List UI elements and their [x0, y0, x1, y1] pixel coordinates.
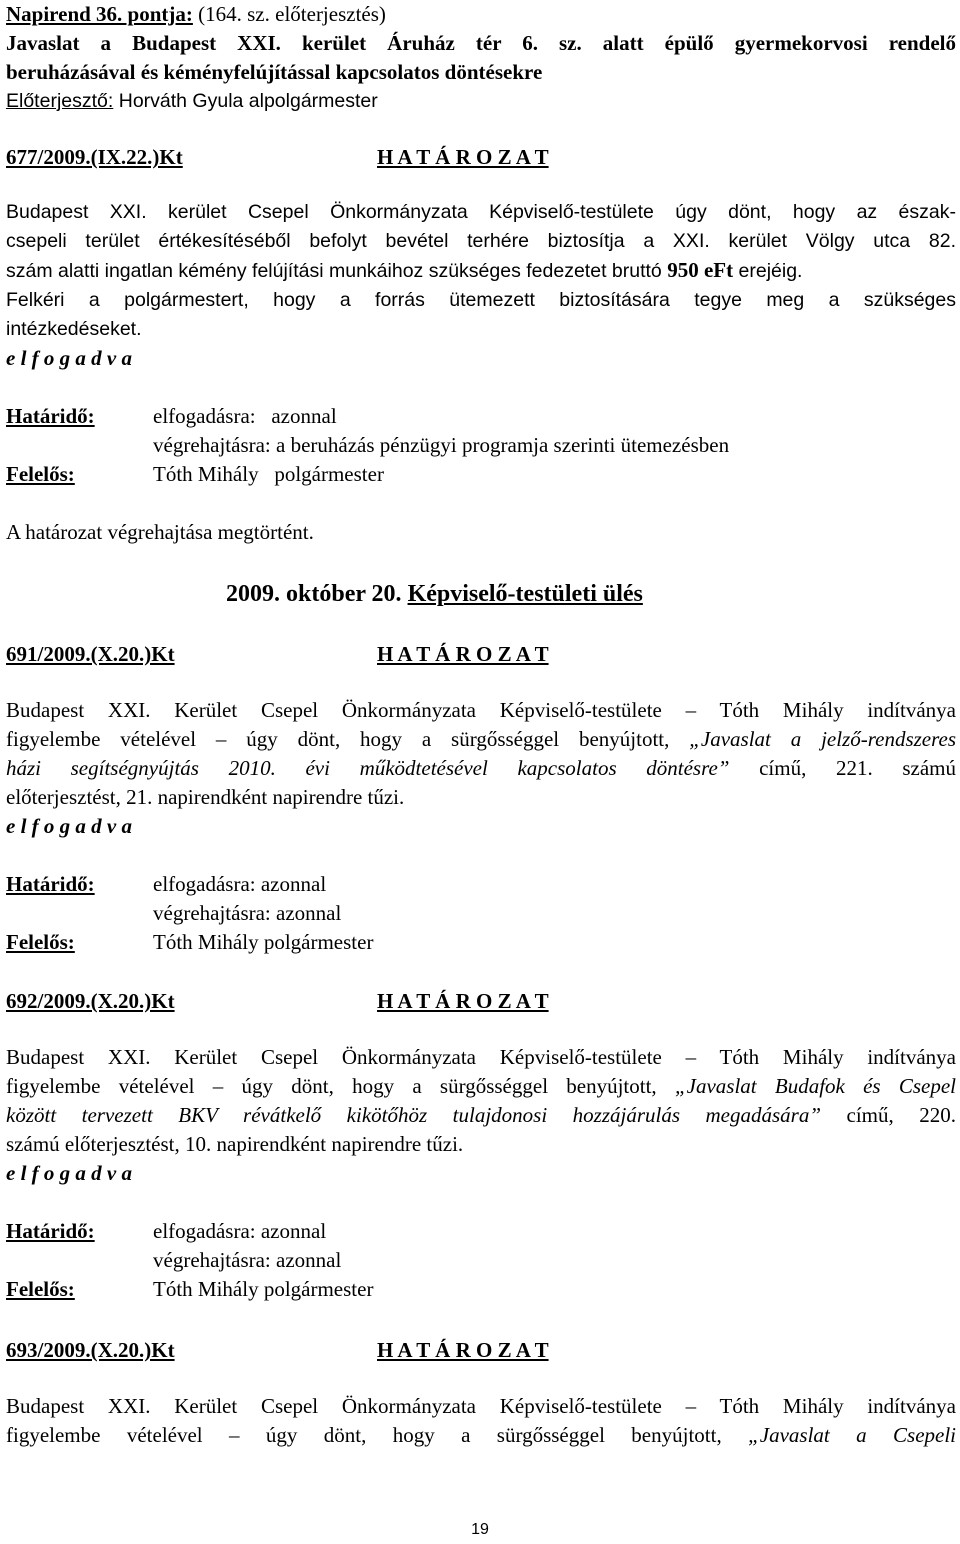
resolution-693 [6, 1336, 956, 1450]
amount: 950 eFt [667, 258, 734, 282]
body-line-5: intézkedéseket. [6, 318, 142, 340]
responsible-label: Felelős: [6, 1277, 75, 1301]
resolution-heading: H A T Á R O Z A T [377, 642, 549, 666]
body-line-4: Felkéri a polgármestert, hogy a forrás ütemezett biztosítására tegye meg a szükséges [6, 289, 956, 311]
resolution-heading: H A T Á R O Z A T [377, 1338, 549, 1362]
deadline-acceptance: elfogadásra: azonnal [153, 1219, 327, 1243]
presenter-label: Előterjesztő: [6, 90, 114, 112]
responsible-label: Felelős: [6, 462, 75, 486]
deadline-label: Határidő: [6, 1219, 95, 1243]
resolution-number: 693/2009.(X.20.)Kt [6, 1338, 175, 1362]
presenter-line [6, 87, 956, 116]
deadline-label: Határidő: [6, 404, 95, 428]
resolution-heading-row [6, 987, 956, 1016]
deadline-execution: végrehajtásra: a beruházás pénzügyi programja szerinti ütemezésben [153, 433, 730, 457]
body-line-3-text: szám alatti ingatlan kémény felújítási munkáihoz szükséges fedezetet bruttó [6, 260, 668, 282]
body-line-2-text: figyelembe vételével – úgy dönt, hogy a sürgősséggel benyújtott, [6, 1074, 675, 1098]
body-line-4: előterjesztést, 21. napirendként napirendre tűzi. [6, 785, 405, 809]
accepted-label: e l f o g a d v a [6, 814, 132, 838]
resolution-677 [6, 143, 956, 547]
deadline-block [6, 1217, 956, 1304]
body-line-3-text: című, 220. [821, 1103, 956, 1127]
proposal-title-start: „Javaslat a Csepeli [748, 1423, 957, 1447]
page-number: 19 [471, 1521, 489, 1538]
body-line-1: Budapest XXI. Kerület Csepel Önkormányzata Képviselő-testülete – Tóth Mihály indítványa [6, 698, 956, 722]
resolution-number: 692/2009.(X.20.)Kt [6, 989, 175, 1013]
deadline-block [6, 870, 956, 957]
resolution-heading: H A T Á R O Z A T [377, 145, 549, 169]
agenda-item-reference: (164. sz. előterjesztés) [198, 2, 386, 26]
body-line-1: Budapest XXI. Kerület Csepel Önkormányzata Képviselő-testülete – Tóth Mihály indítványa [6, 1045, 956, 1069]
body-line-2 [6, 725, 956, 754]
resolution-heading-row [6, 640, 956, 669]
resolution-number: 691/2009.(X.20.)Kt [6, 642, 175, 666]
execution-note: A határozat végrehajtása megtörtént. [6, 520, 314, 544]
body-line-3-text: című, 221. számú [729, 756, 956, 780]
body-line-3 [6, 1101, 956, 1130]
resolution-number: 677/2009.(IX.22.)Kt [6, 145, 183, 169]
resolution-691 [6, 640, 956, 957]
deadline-execution: végrehajtásra: azonnal [153, 901, 342, 925]
body-line-2-text: figyelembe vételével – úgy dönt, hogy a sürgősséggel benyújtott, [6, 727, 690, 751]
resolution-692 [6, 987, 956, 1304]
proposal-title-end: között tervezett BKV révátkelő kikötőhöz tulajdonosi hozzájárulás megadására” [6, 1103, 822, 1127]
resolution-heading-row [6, 143, 956, 172]
responsible-name: Tóth Mihály polgármester [153, 930, 374, 954]
resolution-body [6, 1043, 956, 1159]
session-date: 2009. október 20. [226, 581, 402, 607]
responsible-name: Tóth Mihály polgármester [153, 462, 384, 486]
resolution-heading: H A T Á R O Z A T [377, 989, 549, 1013]
session-title: Képviselő-testületi ülés [407, 581, 643, 607]
deadline-block [6, 402, 956, 489]
agenda-item-label: Napirend 36. pontja: [6, 2, 193, 26]
proposal-title-start: „Javaslat Budafok és Csepel [674, 1074, 957, 1098]
resolution-heading-row [6, 1336, 956, 1365]
body-line-1: Budapest XXI. Kerület Csepel Önkormányzata Képviselő-testülete – Tóth Mihály indítványa [6, 1394, 956, 1418]
resolution-body [6, 696, 956, 812]
agenda-title-line-2: beruházásával és kéményfelújítással kapcsolatos döntésekre [6, 60, 543, 84]
session-heading [226, 580, 643, 609]
deadline-acceptance: elfogadásra: azonnal [153, 872, 327, 896]
agenda-header [6, 0, 956, 116]
accepted-label: e l f o g a d v a [6, 1161, 132, 1185]
proposal-title-end: házi segítségnyújtás 2010. évi működtetésével kapcsolatos döntésre” [6, 756, 730, 780]
responsible-label: Felelős: [6, 930, 75, 954]
body-line-2: csepeli terület értékesítéséből befolyt bevétel terhére biztosítja a XXI. kerület Völgy utca 82. [6, 230, 956, 252]
body-line-3 [6, 754, 956, 783]
resolution-body [6, 198, 956, 344]
body-line-2-text: figyelembe vételével – úgy dönt, hogy a sürgősséggel benyújtott, [6, 1423, 749, 1447]
deadline-label: Határidő: [6, 872, 95, 896]
agenda-title-line-1: Javaslat a Budapest XXI. kerület Áruház tér 6. sz. alatt épülő gyermekorvosi rendelő [6, 31, 956, 55]
proposal-title-start: „Javaslat a jelző-rendszeres [689, 727, 956, 751]
responsible-name: Tóth Mihály polgármester [153, 1277, 374, 1301]
deadline-execution: végrehajtásra: azonnal [153, 1248, 342, 1272]
agenda-item-line [6, 0, 956, 29]
body-line-4: számú előterjesztést, 10. napirendként napirendre tűzi. [6, 1132, 464, 1156]
body-line-1: Budapest XXI. kerület Csepel Önkormányzata Képviselő-testülete úgy dönt, hogy az észak- [6, 201, 956, 223]
deadline-acceptance: elfogadásra: azonnal [153, 404, 337, 428]
accepted-label: e l f o g a d v a [6, 346, 132, 370]
body-line-2 [6, 1072, 956, 1101]
resolution-body [6, 1392, 956, 1450]
body-line-2 [6, 1421, 956, 1450]
amount-suffix: erejéig. [733, 260, 803, 282]
presenter-name: Horváth Gyula alpolgármester [118, 90, 378, 112]
body-line-3 [6, 256, 956, 286]
